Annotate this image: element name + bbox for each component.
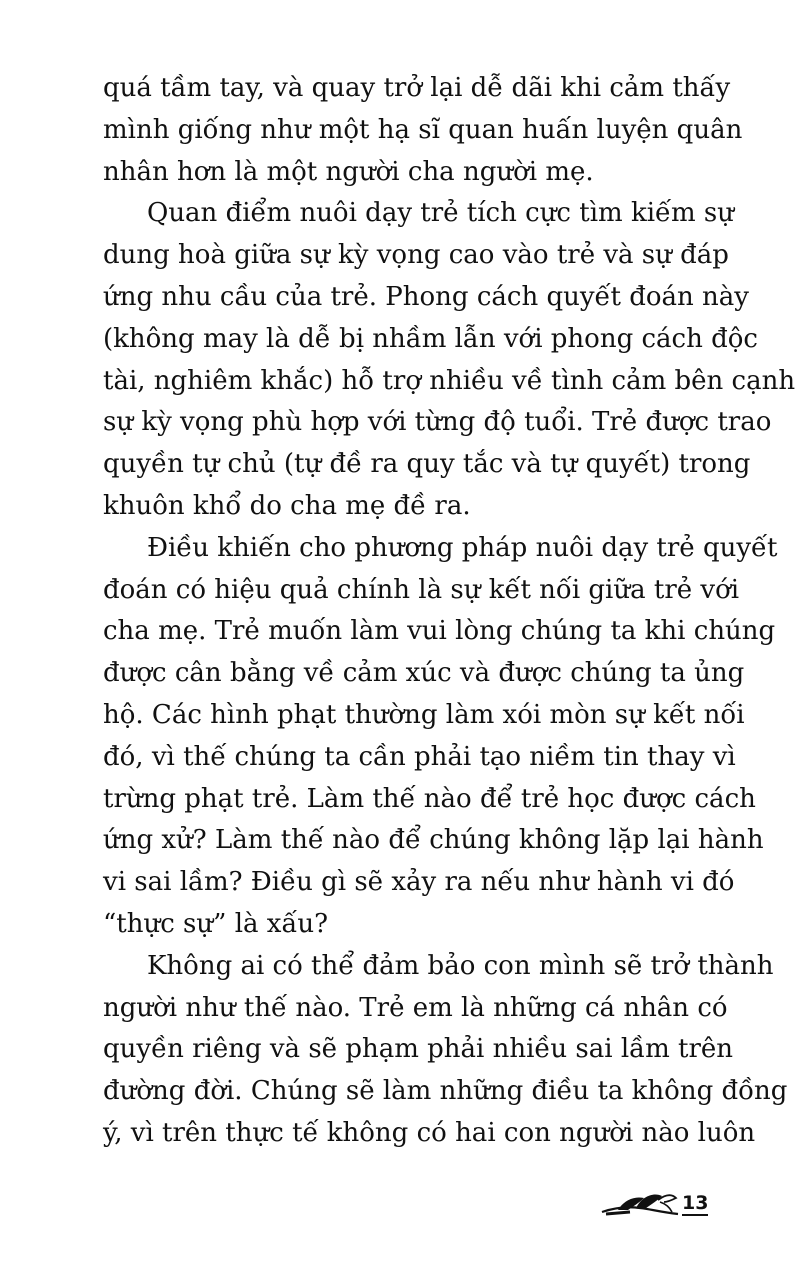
text-line: mình giống như một hạ sĩ quan huấn luyện quân (103, 114, 743, 145)
text-line: Quan điểm nuôi dạy trẻ tích cực tìm kiếm sự (147, 198, 735, 229)
text-line: đoán có hiệu quả chính là sự kết nối giữa trẻ với (103, 574, 740, 605)
text-line: (không may là dễ bị nhầm lẫn với phong cách độc (103, 323, 758, 354)
text-line: quyền riêng và sẽ phạm phải nhiều sai lầm trên (103, 1034, 734, 1065)
text-line: dung hoà giữa sự kỳ vọng cao vào trẻ và sự đáp (103, 240, 729, 271)
text-line: hộ. Các hình phạt thường làm xói mòn sự kết nối (103, 699, 745, 730)
text-line: nhân hơn là một người cha người mẹ. (103, 156, 594, 187)
text-line: vi sai lầm? Điều gì sẽ xảy ra nếu như hành vi đó (103, 867, 735, 898)
text-line: “thực sự” là xấu? (103, 908, 329, 939)
text-line: quyền tự chủ (tự đề ra quy tắc và tự quyết) trong (103, 449, 751, 480)
text-line: cha mẹ. Trẻ muốn làm vui lòng chúng ta khi chúng (103, 616, 776, 647)
text-line: được cân bằng về cảm xúc và được chúng ta ủng (103, 658, 745, 689)
text-line: đó, vì thế chúng ta cần phải tạo niềm tin thay vì (103, 741, 736, 772)
text-line: ứng xử? Làm thế nào để chúng không lặp lại hành (103, 825, 764, 856)
text-line: người như thế nào. Trẻ em là những cá nhân có (103, 992, 728, 1023)
text-line: quá tầm tay, và quay trở lại dễ dãi khi cảm thấy (103, 73, 731, 103)
text-line: tài, nghiêm khắc) hỗ trợ nhiều về tình cảm bên cạnh (103, 365, 796, 396)
text-line: ý, vì trên thực tế không có hai con người nào luôn (103, 1117, 756, 1148)
text-line: trừng phạt trẻ. Làm thế nào để trẻ học được cách (103, 783, 756, 814)
text-line: sự kỳ vọng phù hợp với từng độ tuổi. Trẻ được trao (103, 407, 772, 438)
text-line: đường đời. Chúng sẽ làm những điều ta không đồng (103, 1076, 788, 1107)
text-line: Không ai có thể đảm bảo con mình sẽ trở thành (147, 950, 774, 981)
page-footer (600, 1190, 710, 1220)
page-number: 13 (682, 1192, 709, 1214)
text-line: Điều khiến cho phương pháp nuôi dạy trẻ quyết (147, 532, 778, 563)
text-line: ứng nhu cầu của trẻ. Phong cách quyết đoán này (103, 281, 749, 312)
book-page-text (103, 68, 796, 1155)
quill-ornament-icon (600, 1190, 680, 1220)
text-line: khuôn khổ do cha mẹ đề ra. (103, 490, 471, 521)
